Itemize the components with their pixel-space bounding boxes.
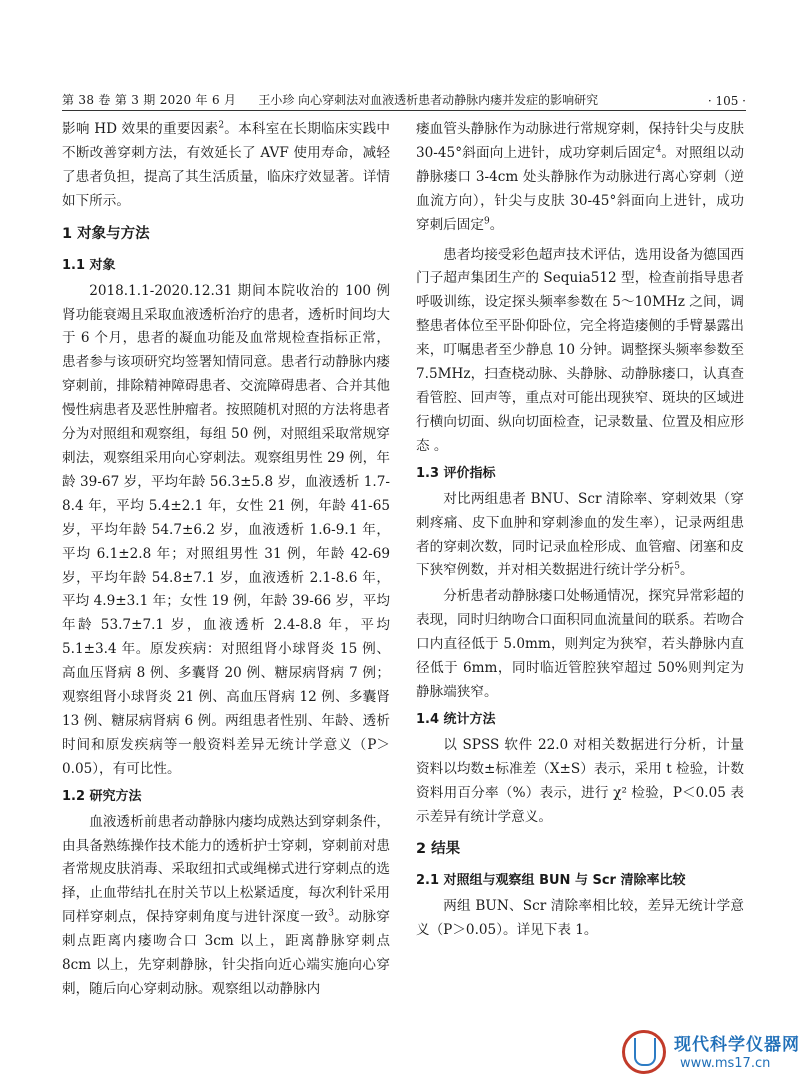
running-header: [62, 86, 746, 108]
running-title: 王小珍 向心穿刺法对血液透析患者动静脉内瘘并发症的影响研究: [258, 93, 599, 107]
subsection-heading-1-2: 1.2 研究方法: [62, 788, 142, 804]
statistics-paragraph: 以 SPSS 软件 22.0 对相关数据进行分析，计量资料以均数±标准差（X±S）表示，采用 t 检验，计数资料用百分率（%）表示，进行 χ² 检验，P＜0.05 表示差异有统计学意义。: [416, 736, 744, 825]
intro-paragraph: [62, 118, 390, 214]
page-number: · 105 ·: [707, 94, 746, 108]
site-watermark: [622, 1026, 800, 1080]
methods-continued-paragraph: [416, 118, 744, 238]
results-paragraph: 两组 BUN、Scr 清除率相比较，差异无统计学意义（P＞0.05）。详见下表 1。: [416, 898, 744, 939]
journal-issue: 第 38 卷 第 3 期 2020 年 6 月: [62, 93, 237, 107]
subsection-heading-1-4: 1.4 统计方法: [416, 711, 496, 727]
subjects-paragraph: 2018.1.1-2020.12.31 期间本院收治的 100 例肾功能衰竭且采取血液透析治疗的患者，透析时间均大于 6 个月，患者的凝血功能及血常规检查指标正常，患者参与该项研究均签署知情同意。患者行动静脉内瘘穿刺前，排除精神障碍患者、交流障碍患者、合并其他慢性病患者及恶性肿瘤者。按照随机对照的方法将患者分为对照组和观察组，每组 50 例，对照组采取常规穿刺法，观察组采用向心穿刺法。观察组男性 29 例，年龄 39-67 岁，平均年龄 56.3±5.8 岁，血液透析 1.7-8.4 年，平均 5.4±2.1 年，女性 21 例，年龄 41-65 岁，平均年龄 54.7±6.2 岁，血液透析 1.6-9.1 年，平均 6.1±2.8 年；对照组男性 31 例，年龄 42-69 岁，平均年龄 54.8±7.1 岁，血液透析 2.1-8.6 年，平均 4.9±3.1 年；女性 19 例，年龄 39-66 岁，平均年龄 53.7±7.1 岁，血液透析 2.4-8.8 年，平均 5.1±3.4 年。原发疾病：对照组肾小球肾炎 15 例、高血压肾病 8 例、多囊肾 20 例、糖尿病肾病 7 例；观察组肾小球肾炎 21 例、高血压肾病 12 例、多囊肾 13 例、糖尿病肾病 6 例。两组患者性别、年龄、透析时间和原发疾病等一般资料差异无统计学意义（P＞0.05），有可比性。: [62, 282, 390, 777]
indicators-text-b: 。: [680, 562, 694, 579]
left-column: [62, 118, 390, 1002]
citation-5: 5: [674, 561, 681, 572]
subsection-heading-1-3: 1.3 评价指标: [416, 465, 496, 481]
methods-text-a: 血液透析前患者动静脉内瘘均成熟达到穿刺条件，由具备熟练操作技术能力的透析护士穿刺，穿刺前对患者常规皮肤消毒、采取纽扣式或绳梯式进行穿刺点的选择，止血带结扎在肘关节以上松紧适度，每次利针采用同样穿刺点，保持穿刺角度与进针深度一致: [62, 813, 390, 926]
citation-3: 3: [328, 908, 334, 919]
header-rule: [62, 110, 746, 111]
indicators-text-a: 对比两组患者 BNU、Scr 清除率、穿刺效果（穿刺疼痛、皮下血肿和穿刺渗血的发生率），记录两组患者的穿刺次数，同时记录血栓形成、血管瘤、闭塞和皮下狭窄例数，并对相关数据进行统计学分析: [416, 490, 744, 579]
ultrasound-paragraph: 患者均接受彩色超声技术评估，选用设备为德国西门子超声集团生产的 Sequia512 型，检查前指导患者呼吸训练，设定探头频率参数在 5～10MHz 之间，调整患者体位至平卧仰卧位，完全将造瘘侧的手臂暴露出来，叮嘱患者至少静息 10 分钟。调整探头频率参数至 7.5MHz，扫查桡动脉、头静脉、动静脉瘘口，认真查看管腔、回声等，重点对可能出现狭窄、斑块的区域进行横向切面、纵向切面检查，记录数量、位置及相应形态 。: [416, 246, 744, 454]
intro-text-a: 影响 HD 效果的重要因素: [62, 121, 219, 137]
methods-cont-text-c: 。: [489, 216, 504, 233]
flask-icon: [634, 1038, 656, 1066]
watermark-url: www.ms17.cn: [680, 1056, 771, 1071]
section-heading-2: 2 结果: [416, 841, 461, 858]
methods-text-b: 。动脉穿刺点距离内瘘吻合口 3cm 以上，距离静脉穿刺点 8cm 以上，先穿刺静脉，针尖指向近心端实施向心穿刺，随后向心穿刺动脉。观察组以动静脉内: [62, 909, 390, 997]
methods-paragraph: [62, 811, 390, 1002]
right-column: [416, 118, 744, 943]
citation-2: 2: [218, 120, 225, 131]
section-heading-1: 1 对象与方法: [62, 225, 150, 242]
indicators-paragraph: [416, 488, 744, 584]
analysis-paragraph: 分析患者动静脉瘘口处畅通情况，探究异常彩超的表现，同时归纳吻合口面积同血流量间的联系。若吻合口内直径低于 5.0mm，则判定为狭窄，若头静脉内直径低于 6mm，同时临近管腔狭窄超过 50%则判定为静脉端狭窄。: [416, 588, 744, 700]
methods-cont-text-b: 。对照组以动静脉瘘口 3-4cm 处头静脉作为动脉进行离心穿刺（逆血流方向），针尖与皮肤 30-45°斜面向上进针，成功穿刺后固定: [416, 144, 745, 233]
citation-4: 4: [655, 144, 662, 155]
intro-text-b: 。本科室在长期临床实践中不断改善穿刺方法，有效延长了 AVF 使用寿命，减轻了患者负担，提高了其生活质量，临床疗效显著。详情如下所示。: [62, 121, 390, 209]
subsection-heading-2-1: 2.1 对照组与观察组 BUN 与 Scr 清除率比较: [416, 873, 686, 889]
citation-9: 9: [483, 216, 490, 227]
methods-cont-text-a: 瘘血管头静脉作为动脉进行常规穿刺，保持针尖与皮肤 30-45°斜面向上进针，成功穿刺后固定: [416, 121, 744, 161]
subsection-heading-1-1: 1.1 对象: [62, 257, 116, 273]
watermark-name: 现代科学仪器网: [674, 1035, 800, 1055]
